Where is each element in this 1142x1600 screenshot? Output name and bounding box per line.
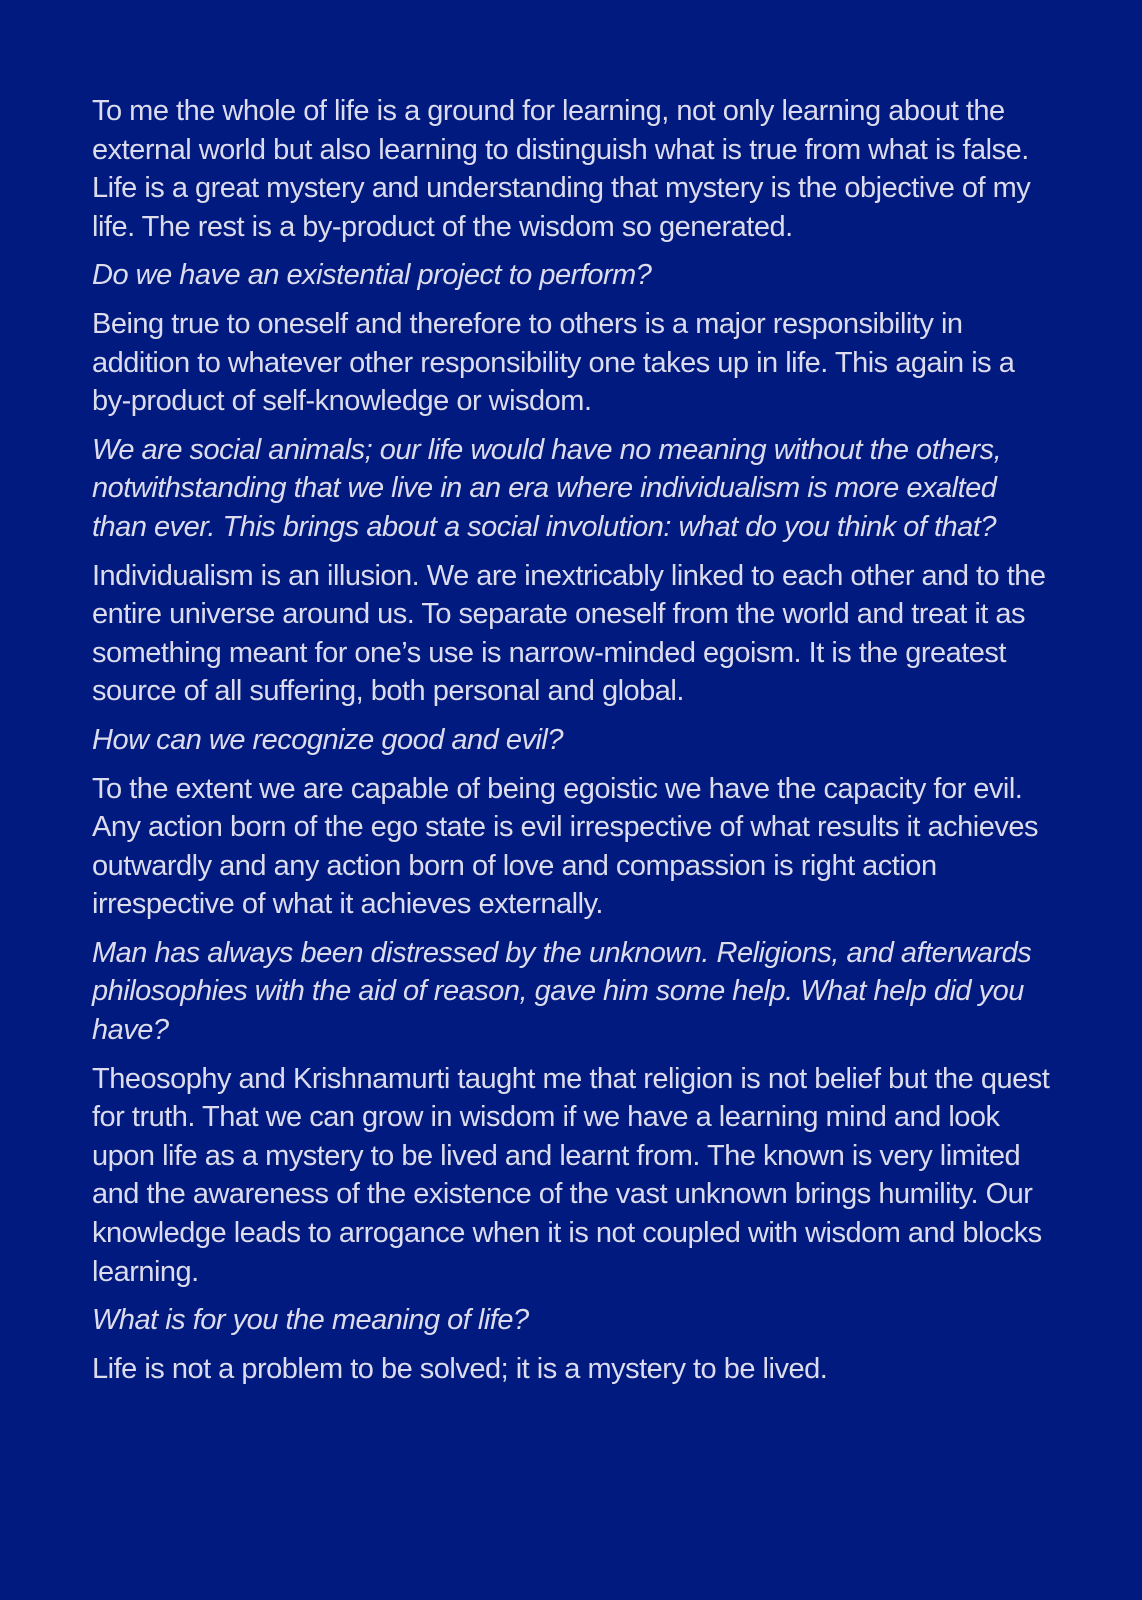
- answer-paragraph: Theosophy and Krishnamurti taught me that religion is not belief but the quest for truth. That we can grow in wisdom if we have a learning mind and look upon life as a mystery to be lived and learnt from. The known is very limited and the awareness of the existence of the vast unknown brings humility. Our knowledge leads to arrogance when it is not coupled with wisdom and blocks learning.: [92, 1062, 1050, 1288]
- question-paragraph: Do we have an existential project to perform?: [92, 259, 652, 292]
- question-paragraph: Man has always been distressed by the unknown. Religions, and afterwards philosophies with the aid of reason, gave him some help. What help did you have?: [92, 936, 1032, 1047]
- answer-paragraph: Being true to oneself and therefore to others is a major responsibility in addition to whatever other responsibility one takes up in life. This again is a by-product of self-knowledge or wisdom.: [92, 307, 1015, 418]
- answer-paragraph: To the extent we are capable of being egoistic we have the capacity for evil. Any action born of the ego state is evil irrespective of what results it achieves outwardly and any action born of love and compassion is right action irrespective of what it achieves externally.: [92, 772, 1038, 921]
- answer-paragraph: Individualism is an illusion. We are inextricably linked to each other and to the entire universe around us. To separate oneself from the world and treat it as something meant for one’s use is narrow-minded egoism. It is the greatest source of all suffering, both personal and global.: [92, 559, 1046, 708]
- document-page: [92, 92, 1052, 1398]
- answer-paragraph: Life is not a problem to be solved; it is a mystery to be lived.: [92, 1352, 828, 1385]
- question-paragraph: We are social animals; our life would have no meaning without the others, notwithstanding that we live in an era where individualism is more exalted than ever. This brings about a social involution: what do you think of that?: [92, 433, 1002, 543]
- question-paragraph: How can we recognize good and evil?: [92, 723, 563, 756]
- answer-paragraph: To me the whole of life is a ground for learning, not only learning about the external world but also learning to distinguish what is true from what is false. Life is a great mystery and understanding that mystery is the objective of my life. The rest is a by-product of the wisdom so generated.: [92, 95, 1031, 243]
- question-paragraph: What is for you the meaning of life?: [92, 1304, 529, 1337]
